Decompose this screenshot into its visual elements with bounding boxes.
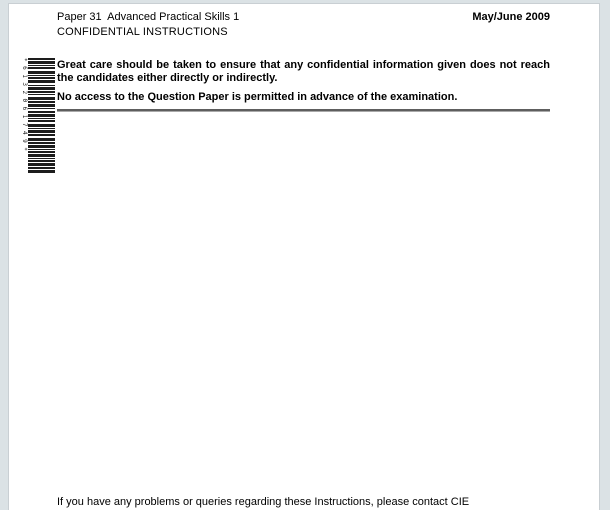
divider-rule (57, 109, 550, 112)
document-page (8, 3, 600, 510)
confidential-instructions-heading: CONFIDENTIAL INSTRUCTIONS (57, 26, 228, 38)
confidentiality-notice: Great care should be taken to ensure that any confidential information given does not reach the candidates either directly or indirectly. (57, 59, 550, 84)
barcode (28, 58, 55, 174)
no-access-notice: No access to the Question Paper is permitted in advance of the examination. (57, 91, 458, 103)
page-header (57, 11, 550, 24)
paper-title: Paper 31 Advanced Practical Skills 1 (57, 11, 240, 23)
contact-note: If you have any problems or queries regarding these Instructions, please contact CIE (57, 496, 470, 508)
exam-session: May/June 2009 (472, 11, 550, 23)
barcode-number: *6132061749* (21, 58, 28, 156)
